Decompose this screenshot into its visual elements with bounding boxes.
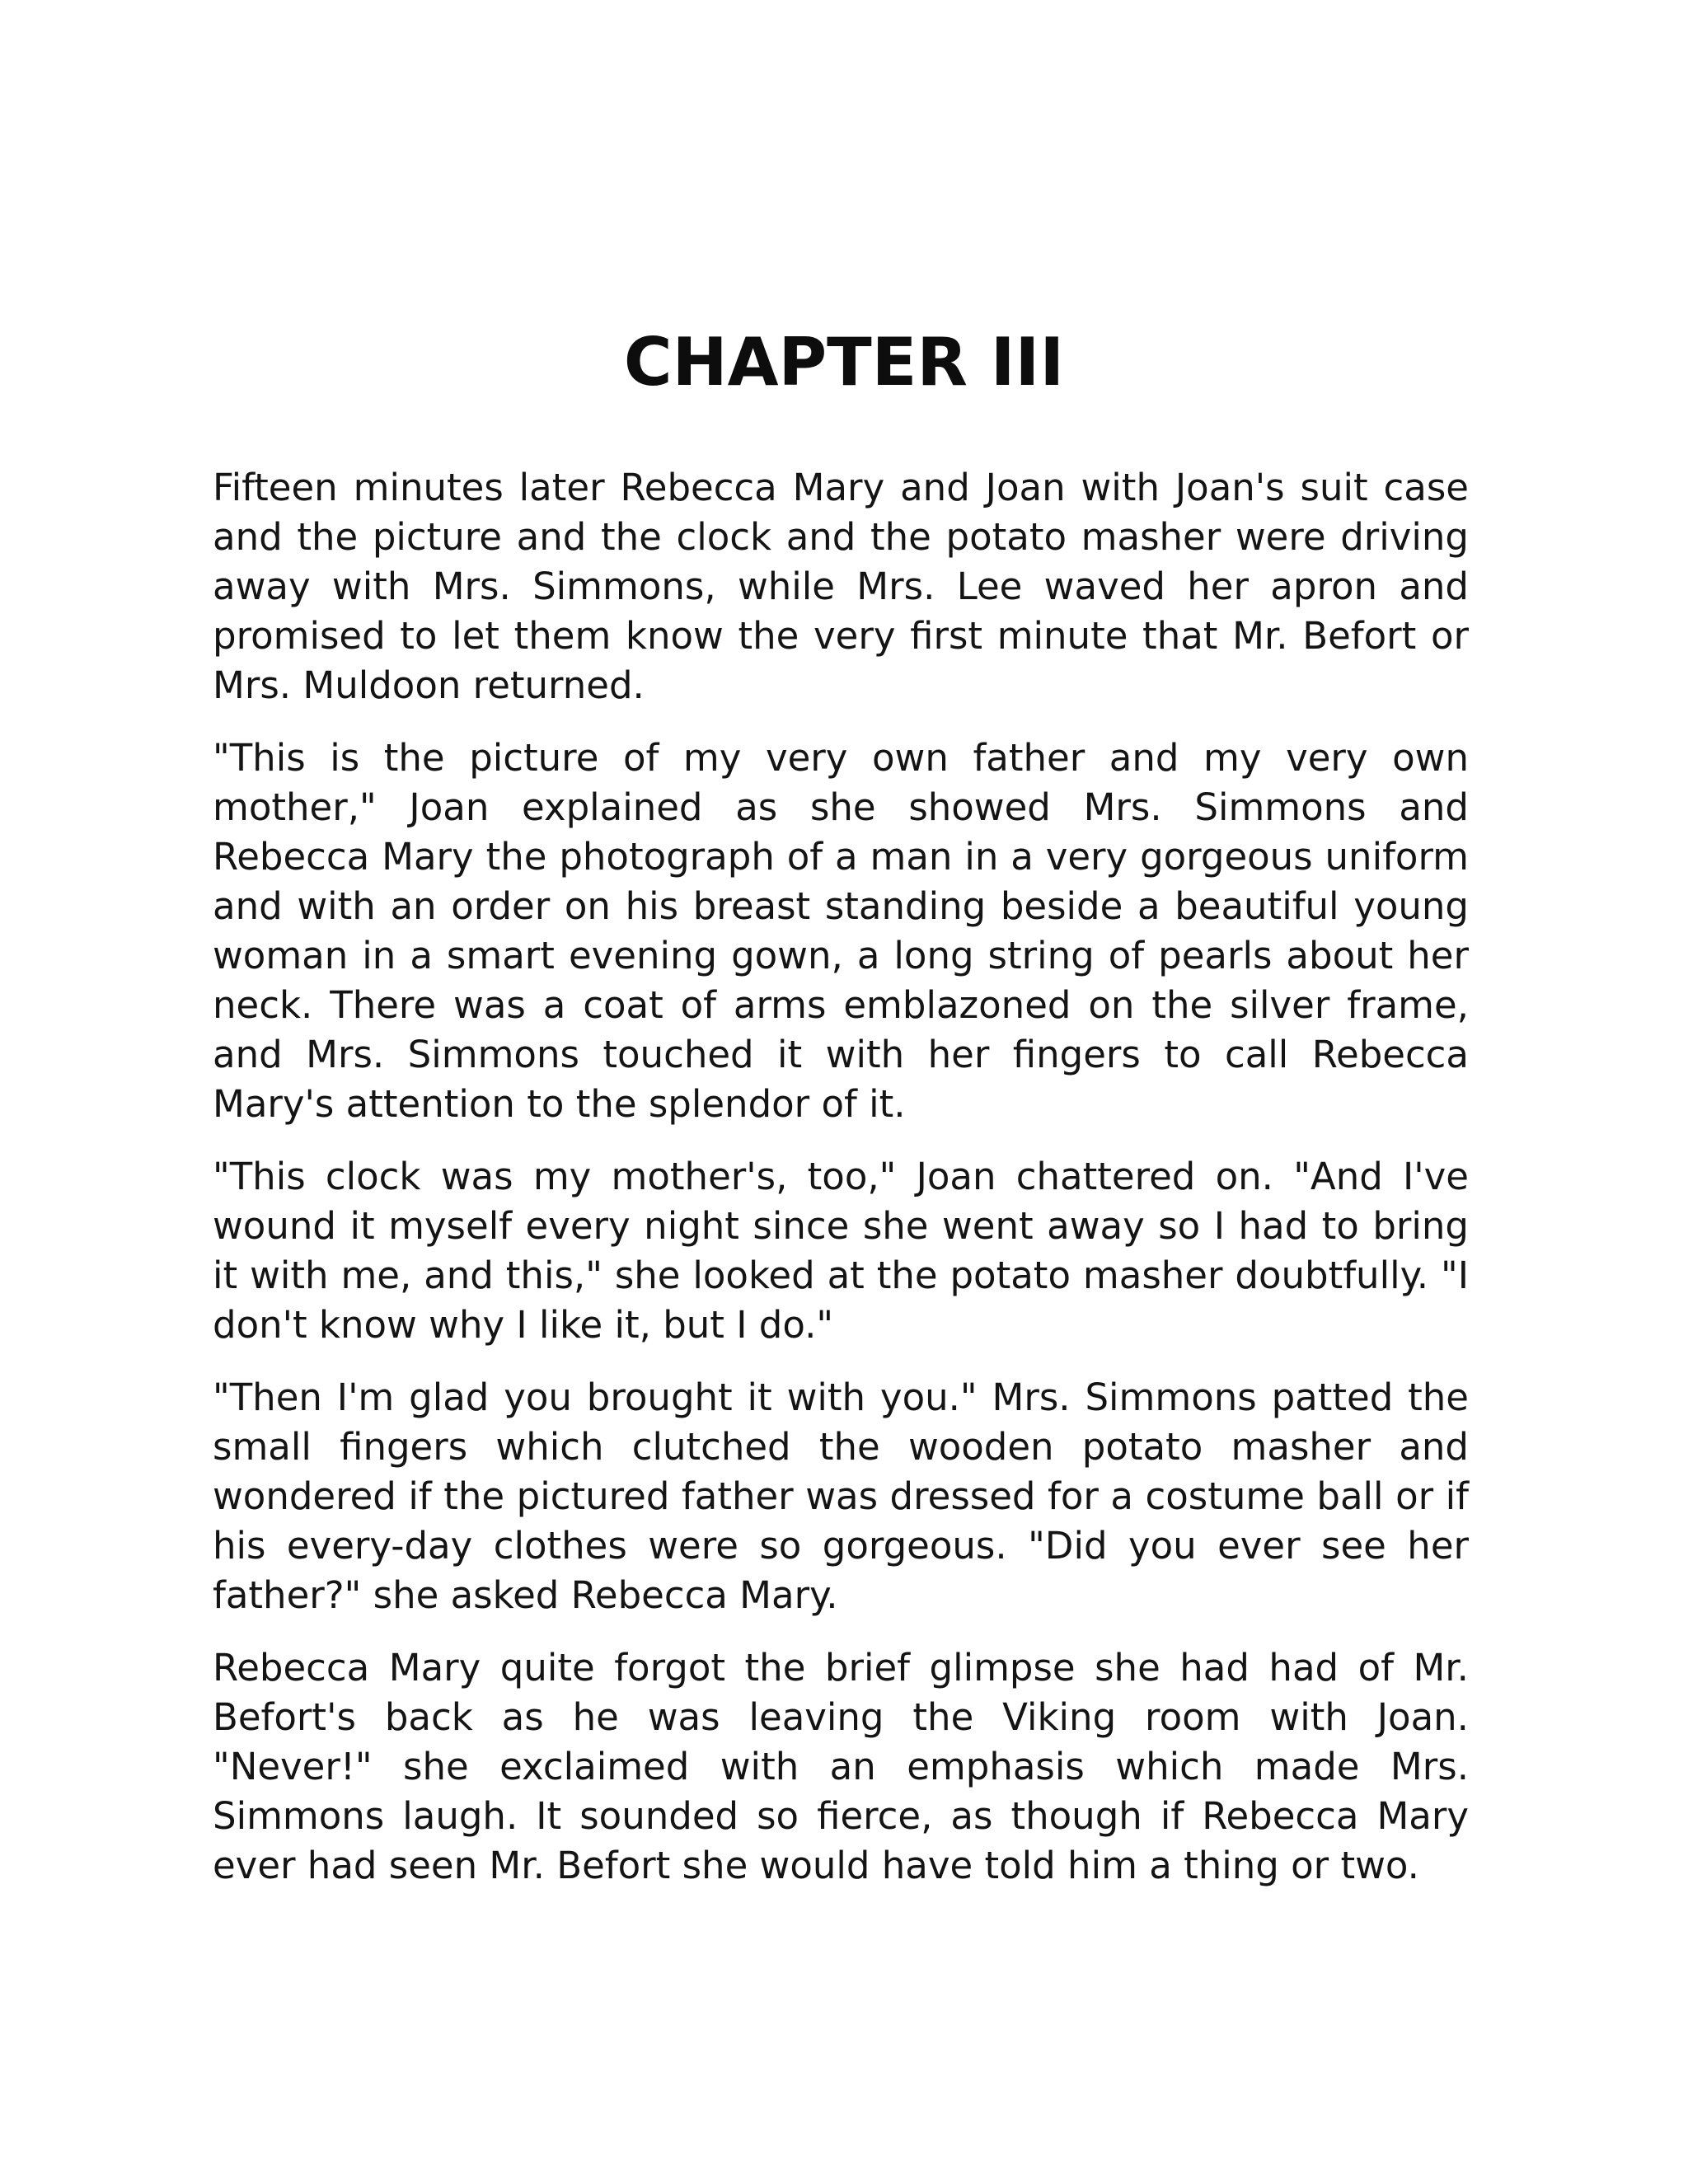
paragraph: "Then I'm glad you brought it with you." Mrs. Simmons patted the small fingers which clutched the wooden potato masher and wondered if the pictured father was dressed for a costume ball or if his every-day clothes were so gorgeous. "Did you ever see her father?" she asked Rebecca Mary. [213, 1376, 1469, 1617]
paragraph: Rebecca Mary quite forgot the brief glimpse she had had of Mr. Befort's back as he was leaving the Viking room with Joan. "Never!" she exclaimed with an emphasis which made Mrs. Simmons laugh. It sounded so fierce, as though if Rebecca Mary ever had seen Mr. Befort she would have told him a thing or two. [213, 1646, 1469, 1887]
chapter-title: CHAPTER III [623, 324, 1065, 401]
paragraph: Fifteen minutes later Rebecca Mary and Joan with Joan's suit case and the picture and the clock and the potato masher were driving away with Mrs. Simmons, while Mrs. Lee waved her apron and promised to let them know the very first minute that Mr. Befort or Mrs. Muldoon returned. [213, 466, 1469, 707]
paragraph: "This is the picture of my very own father and my very own mother," Joan explained as she showed Mrs. Simmons and Rebecca Mary the photograph of a man in a very gorgeous uniform and with an order on his breast standing beside a beautiful young woman in a smart evening gown, a long string of pearls about her neck. There was a coat of arms emblazoned on the silver frame, and Mrs. Simmons touched it with her fingers to call Rebecca Mary's attention to the splendor of it. [213, 736, 1469, 1126]
paragraph: "This clock was my mother's, too," Joan chattered on. "And I've wound it myself every night since she went away so I had to bring it with me, and this," she looked at the potato masher doubtfully. "I don't know why I like it, but I do." [213, 1155, 1469, 1347]
chapter-body [213, 463, 1469, 1914]
